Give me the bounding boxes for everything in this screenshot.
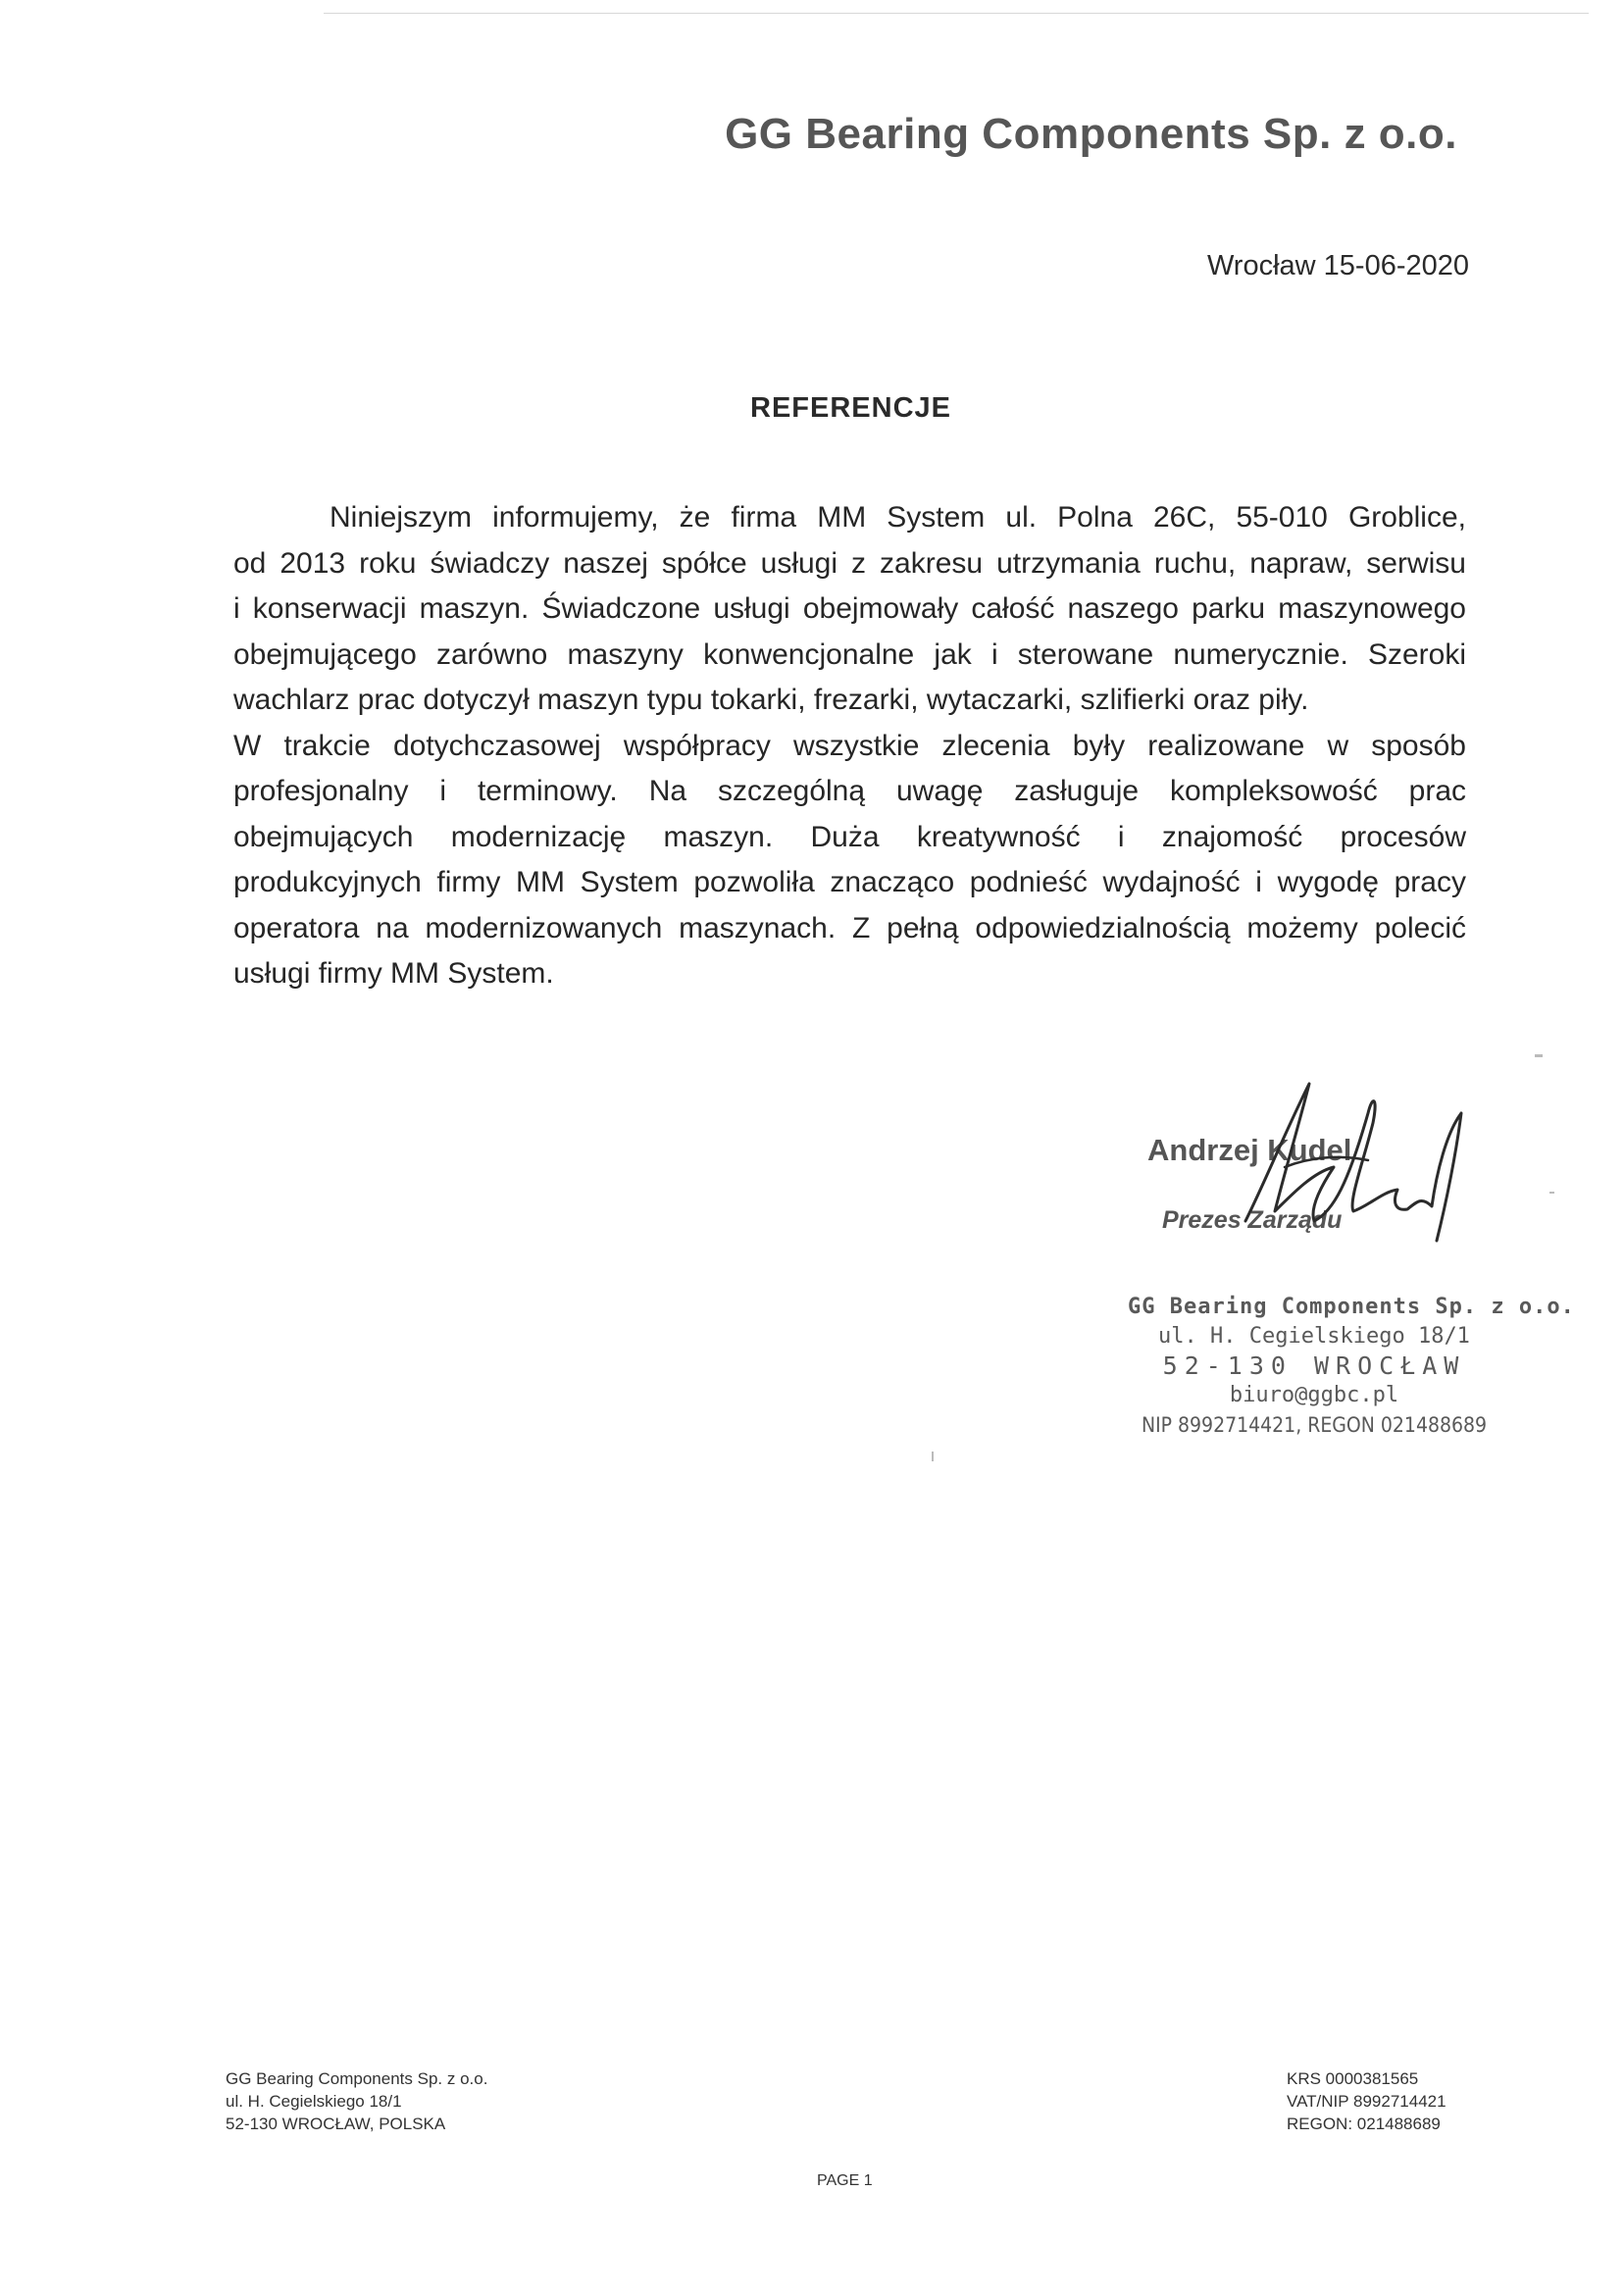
body-line: obejmujących modernizację maszyn. Duża kreatywność i znajomość procesów (233, 820, 1466, 853)
company-stamp (1128, 1293, 1575, 1440)
stamp-line: GG Bearing Components Sp. z o.o. (1128, 1295, 1575, 1319)
body-line: usługi firmy MM System. (233, 957, 554, 990)
letter-date: Wrocław 15-06-2020 (1206, 250, 1469, 281)
footer-line: VAT/NIP 8992714421 (1287, 2092, 1446, 2111)
stamp-line: ul. H. Cegielskiego 18/1 (1158, 1324, 1470, 1349)
scan-speck (1549, 1192, 1554, 1194)
body-line: W trakcie dotychczasowej współpracy wszystkie zlecenia były realizowane w sposób (233, 729, 1466, 762)
body-line: operatora na modernizowanych maszynach. Z pełną odpowiedzialnością możemy polecić (233, 911, 1466, 944)
stamp-line: 52-130 WROCŁAW (1162, 1351, 1466, 1380)
footer-line: GG Bearing Components Sp. z o.o. (226, 2069, 488, 2088)
scan-edge-line (324, 13, 1589, 14)
stamp-line: biuro@ggbc.pl (1229, 1383, 1399, 1407)
footer-registration (1287, 2067, 1446, 2135)
signatory-name: Andrzej Kudel (1147, 1133, 1352, 1167)
body-line: Niniejszym informujemy, że firma MM System ul. Polna 26C, 55-010 Groblice, (330, 501, 1466, 534)
body-line: i konserwacji maszyn. Świadczone usługi obejmowały całość naszego parku maszynowego (233, 592, 1466, 625)
stamp-line: NIP 8992714421, REGON 021488689 (1141, 1413, 1488, 1437)
footer-line: 52-130 WROCŁAW, POLSKA (226, 2115, 446, 2133)
page-number: PAGE 1 (817, 2172, 873, 2189)
signature-block (1138, 1074, 1510, 1270)
scan-speck (932, 1452, 934, 1461)
footer-address (226, 2067, 487, 2135)
body-line: wachlarz prac dotyczył maszyn typu tokarki, frezarki, wytaczarki, szlifierki oraz piły. (233, 684, 1309, 716)
body-line: od 2013 roku świadczy naszej spółce usługi z zakresu utrzymania ruchu, napraw, serwisu (233, 546, 1466, 580)
scan-speck (1535, 1054, 1543, 1057)
footer-line: KRS 0000381565 (1287, 2069, 1419, 2088)
body-line: obejmującego zarówno maszyny konwencjonalne jak i sterowane numerycznie. Szeroki (233, 637, 1466, 671)
body-line: produkcyjnych firmy MM System pozwoliła znacząco podnieść wydajność i wygodę pracy (233, 866, 1466, 898)
signatory-role: Prezes Zarządu (1162, 1206, 1343, 1234)
body-line: profesjonalny i terminowy. Na szczególną uwagę zasługuje kompleksowość prac (233, 775, 1466, 807)
letter-body (233, 495, 1466, 997)
company-header: GG Bearing Components Sp. z o.o. (725, 110, 1457, 158)
footer-line: REGON: 021488689 (1287, 2115, 1441, 2133)
letter-title: REFERENCJE (750, 392, 951, 424)
handwritten-signature (1138, 1074, 1510, 1270)
footer-line: ul. H. Cegielskiego 18/1 (226, 2092, 402, 2111)
